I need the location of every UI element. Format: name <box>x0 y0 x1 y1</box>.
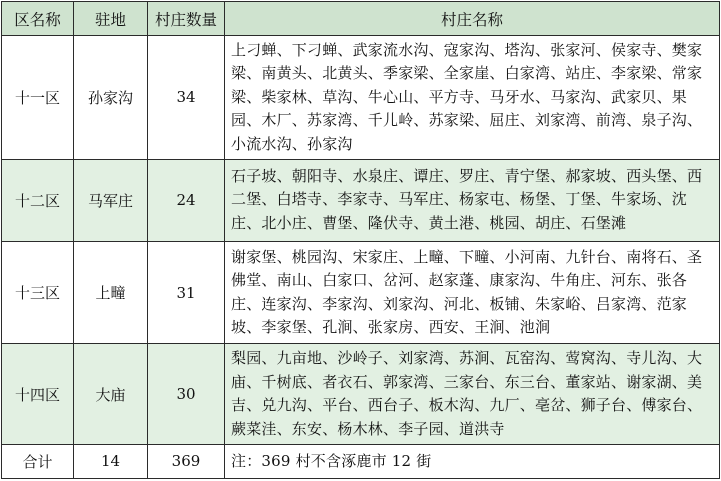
district-name: 十一区 <box>2 36 74 160</box>
total-row <box>2 444 720 478</box>
table-row <box>2 241 720 343</box>
table-row <box>2 36 720 160</box>
header-row <box>2 2 720 36</box>
village-names: 谢家堡、桃园沟、宋家庄、上疃、下疃、小河南、九针台、南将石、圣佛堂、南山、白家口、岔河、赵家蓬、康家沟、牛角庄、河东、张各庄、连家沟、李家沟、刘家沟、河北、板铺、朱家峪、吕家湾、范家坡、李家堡、孔涧、张家房、西安、王涧、池涧 <box>225 241 720 343</box>
village-count: 34 <box>148 36 225 160</box>
village-names: 上刁蝉、下刁蝉、武家流水沟、寇家沟、塔沟、张家河、侯家寺、樊家梁、南黄头、北黄头、季家梁、全家崖、白家湾、站庄、李家梁、常家梁、柴家林、草沟、牛心山、平方寺、马牙水、马家沟、武家贝、果园、木厂、苏家湾、千儿岭、苏家梁、屈庄、刘家湾、前湾、泉子沟、小流水沟、孙家沟 <box>225 36 720 160</box>
district-seat: 马军庄 <box>74 159 148 241</box>
district-name: 十四区 <box>2 344 74 444</box>
header-village-count: 村庄数量 <box>148 2 225 36</box>
village-names: 梨园、九亩地、沙岭子、刘家湾、苏涧、瓦窑沟、莺窝沟、寺儿沟、大庙、千树底、者衣石、郭家湾、三家台、东三台、董家站、谢家湖、美吉、兑九沟、平台、西台子、板木沟、九厂、亳岔、狮子台、傅家台、蕨菜洼、东安、杨木林、李子园、道洪寺 <box>225 344 720 444</box>
header-village-names: 村庄名称 <box>225 2 720 36</box>
total-village-count: 369 <box>148 444 225 478</box>
district-seat: 上疃 <box>74 241 148 343</box>
village-names: 石子坡、朝阳寺、水泉庄、谭庄、罗庄、青宁堡、郝家坡、西头堡、西二堡、白塔寺、李家寺、马军庄、杨家屯、杨堡、丁堡、牛家场、沈庄、北小庄、曹堡、隆伏寺、黄土港、桃园、胡庄、石堡滩 <box>225 159 720 241</box>
total-label: 合计 <box>2 444 74 478</box>
header-district-name: 区名称 <box>2 2 74 36</box>
village-count: 24 <box>148 159 225 241</box>
village-count: 31 <box>148 241 225 343</box>
total-districts: 14 <box>74 444 148 478</box>
district-seat: 大庙 <box>74 344 148 444</box>
table-row <box>2 159 720 241</box>
header-seat: 驻地 <box>74 2 148 36</box>
village-count: 30 <box>148 344 225 444</box>
district-village-table <box>1 1 720 479</box>
district-name: 十二区 <box>2 159 74 241</box>
district-seat: 孙家沟 <box>74 36 148 160</box>
table-row <box>2 344 720 444</box>
total-note: 注：369 村不含涿鹿市 12 街 <box>225 444 720 478</box>
district-name: 十三区 <box>2 241 74 343</box>
